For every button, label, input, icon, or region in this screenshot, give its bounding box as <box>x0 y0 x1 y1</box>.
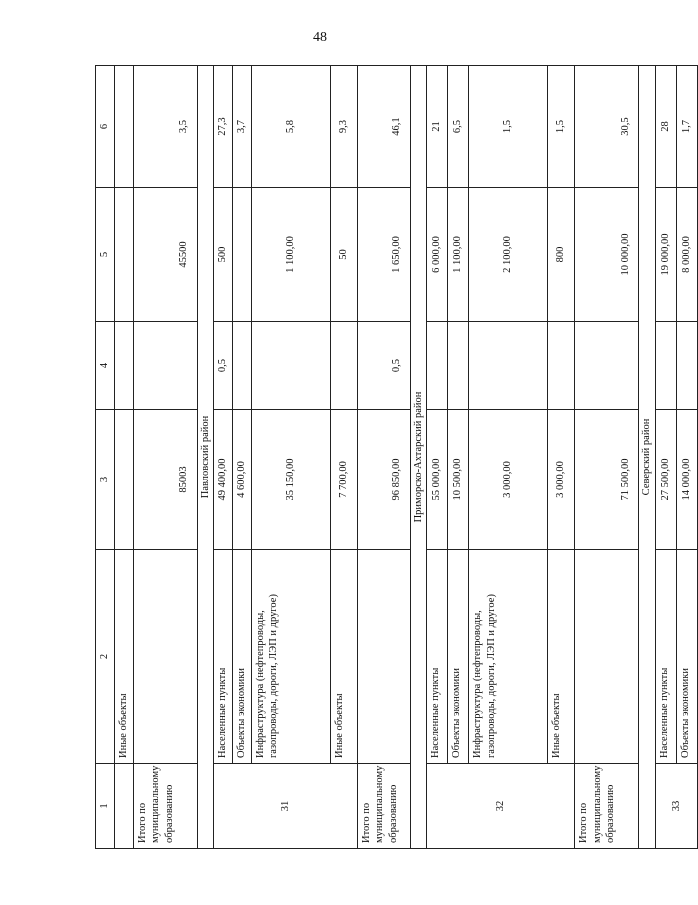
header-cell: 3 <box>96 410 115 550</box>
cell-object-type: Иные объекты <box>330 550 357 764</box>
table-row <box>251 66 330 849</box>
district-title: Северский район <box>639 66 656 849</box>
cell-value: 45500 <box>133 188 197 322</box>
cell-empty <box>133 550 197 764</box>
cell-object-type: Населенные пункты <box>427 550 448 764</box>
cell-value: 2 100,00 <box>469 188 548 322</box>
cell-object-type: Объекты экономики <box>676 550 697 764</box>
cell-value: 4 600,00 <box>232 410 251 550</box>
cell-empty <box>575 550 639 764</box>
cell-value <box>655 322 676 410</box>
cell-empty <box>115 322 134 410</box>
cell-empty <box>115 66 134 188</box>
cell-object-type: Инфраструктура (нефтепроводы, газопроводы, дороги, ЛЭП и другое) <box>251 550 330 764</box>
cell-value: 10 500,00 <box>448 410 469 550</box>
cell-value: 1,5 <box>469 66 548 188</box>
cell-empty <box>357 550 410 764</box>
cell-value: 27 500,00 <box>655 410 676 550</box>
header-cell: 4 <box>96 322 115 410</box>
cell-value: 49 400,00 <box>214 410 233 550</box>
cell-object-type: Объекты экономики <box>232 550 251 764</box>
header-cell: 1 <box>96 764 115 849</box>
header-cell: 6 <box>96 66 115 188</box>
cell-object-type: Иные объекты <box>115 550 134 764</box>
rotated-table-container <box>95 66 693 849</box>
header-row <box>96 66 115 849</box>
table-row <box>469 66 548 849</box>
district-row <box>410 66 427 849</box>
cell-object-type: Инфраструктура (нефтепроводы, газопроводы, дороги, ЛЭП и другое) <box>469 550 548 764</box>
cell-value <box>575 322 639 410</box>
cell-value <box>548 322 575 410</box>
total-row <box>133 66 197 849</box>
cell-value: 6 000,00 <box>427 188 448 322</box>
cell-value: 30,5 <box>575 66 639 188</box>
cell-value: 71 500,00 <box>575 410 639 550</box>
cell-total-label: Итого по муниципальному образованию <box>133 764 197 849</box>
cell-value: 5,8 <box>251 66 330 188</box>
cell-value: 1,7 <box>676 66 697 188</box>
cell-value: 1,5 <box>548 66 575 188</box>
table-row <box>232 66 251 849</box>
cell-object-type: Объекты экономики <box>448 550 469 764</box>
cell-value: 55 000,00 <box>427 410 448 550</box>
table-row <box>330 66 357 849</box>
cell-value: 1 100,00 <box>448 188 469 322</box>
cell-value <box>676 322 697 410</box>
cell-value: 8 000,00 <box>676 188 697 322</box>
data-table <box>95 65 698 849</box>
district-title: Павловский район <box>197 66 214 849</box>
district-row <box>197 66 214 849</box>
cell-value: 19 000,00 <box>655 188 676 322</box>
cell-object-type: Иные объекты <box>548 550 575 764</box>
cell-value: 28 <box>655 66 676 188</box>
district-row <box>639 66 656 849</box>
total-row <box>575 66 639 849</box>
cell-total-label: Итого по муниципальному образованию <box>575 764 639 849</box>
cell-object-type: Населенные пункты <box>214 550 233 764</box>
cell-value: 0,5 <box>214 322 233 410</box>
cell-value: 1 650,00 <box>357 188 410 322</box>
cell-value: 50 <box>330 188 357 322</box>
cell-value <box>448 322 469 410</box>
cell-object-type: Населенные пункты <box>655 550 676 764</box>
table-row <box>115 66 134 849</box>
cell-value <box>232 322 251 410</box>
cell-value <box>133 322 197 410</box>
cell-empty <box>115 188 134 322</box>
cell-value: 14 000,00 <box>676 410 697 550</box>
table-row <box>655 66 676 849</box>
cell-value <box>330 322 357 410</box>
cell-value: 35 150,00 <box>251 410 330 550</box>
cell-value <box>232 188 251 322</box>
cell-value: 1 100,00 <box>251 188 330 322</box>
cell-value: 3,5 <box>133 66 197 188</box>
total-row <box>357 66 410 849</box>
cell-value: 500 <box>214 188 233 322</box>
cell-value: 27,3 <box>214 66 233 188</box>
cell-value <box>251 322 330 410</box>
cell-value: 7 700,00 <box>330 410 357 550</box>
cell-value: 85003 <box>133 410 197 550</box>
cell-empty <box>115 764 134 849</box>
district-title: Приморско-Ахтарский район <box>410 66 427 849</box>
cell-row-number: 32 <box>427 764 575 849</box>
header-cell: 2 <box>96 550 115 764</box>
table-row <box>214 66 233 849</box>
cell-value: 6,5 <box>448 66 469 188</box>
cell-value: 3 000,00 <box>469 410 548 550</box>
table-row <box>448 66 469 849</box>
cell-value: 0,5 <box>357 322 410 410</box>
cell-value: 10 000,00 <box>575 188 639 322</box>
cell-value: 96 850,00 <box>357 410 410 550</box>
cell-total-label: Итого по муниципальному образованию <box>357 764 410 849</box>
cell-empty <box>115 410 134 550</box>
cell-value: 9,3 <box>330 66 357 188</box>
cell-row-number: 31 <box>214 764 357 849</box>
cell-value: 21 <box>427 66 448 188</box>
cell-value: 3 000,00 <box>548 410 575 550</box>
cell-value: 46,1 <box>357 66 410 188</box>
table-row <box>548 66 575 849</box>
table-row <box>676 66 697 849</box>
cell-value <box>469 322 548 410</box>
cell-row-number: 33 <box>655 764 697 849</box>
page-number: 48 <box>313 30 327 45</box>
table-row <box>427 66 448 849</box>
header-cell: 5 <box>96 188 115 322</box>
cell-value <box>427 322 448 410</box>
cell-value: 800 <box>548 188 575 322</box>
cell-value: 3,7 <box>232 66 251 188</box>
